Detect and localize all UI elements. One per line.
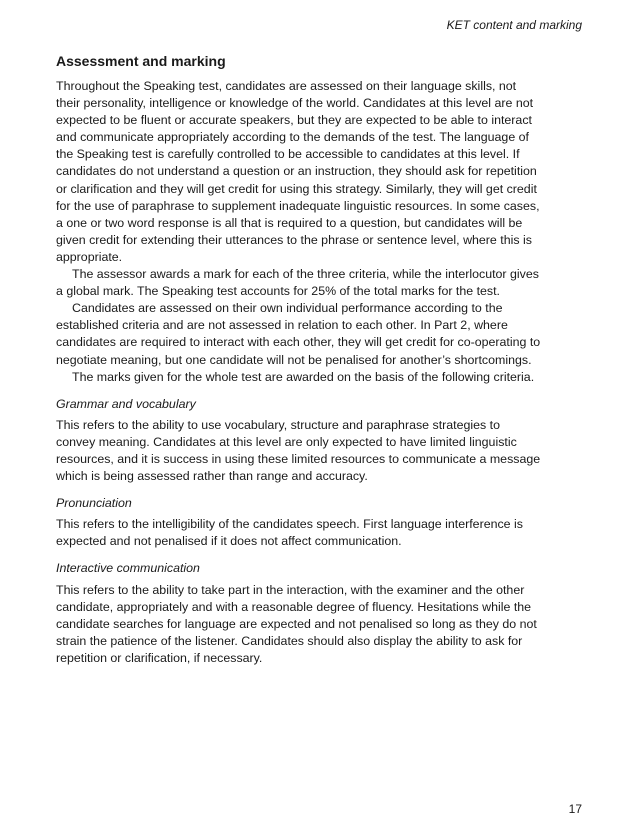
criteria-intro-paragraph: The marks given for the whole test are awarded on the basis of the following criteria. xyxy=(72,369,535,384)
criterion-text: This refers to the ability to use vocabulary, structure and paraphrase strategies to convey meaning. Candidates at this level are only expected to have limited linguistic resources, and it is success in using these limited resources to communicate a message which is being assessed rather than range and accuracy. xyxy=(56,417,541,484)
individual-performance-paragraph: Candidates are assessed on their own individual performance according to the established criteria and are not assessed in relation to each other. In Part 2, where candidates are required to interact with each other, they will get credit for co-operating to negotiate meaning, but one candidate will not be penalised for another’s shortcomings. xyxy=(56,301,541,367)
page-content xyxy=(56,52,541,667)
assessor-paragraph: The assessor awards a mark for each of the three criteria, while the interlocutor gives a global mark. The Speaking test accounts for 25% of the total marks for the test. xyxy=(56,267,539,299)
running-header: KET content and marking xyxy=(446,18,582,32)
criterion-heading: Grammar and vocabulary xyxy=(56,396,196,411)
criterion-heading: Pronunciation xyxy=(56,496,132,511)
page-number: 17 xyxy=(568,802,582,816)
criterion-heading: Interactive communication xyxy=(56,561,200,576)
criterion-text: This refers to the ability to take part in the interaction, with the examiner and the other candidate, appropriately and with a reasonable degree of fluency. Hesitations while the candidate searches for language are expected and not penalised so long as they do not strain the patience of the listener. Candidates should also display the ability to ask for repetition or clarification, if necessary. xyxy=(56,582,537,665)
intro-paragraph: Throughout the Speaking test, candidates are assessed on their language skills, not their personality, intelligence or knowledge of the world. Candidates at this level are not expected to be fluent or accurate speakers, but they are expected to be able to interact and communicate appropriately according to the demands of the test. The language of the Speaking test is carefully controlled to be accessible to candidates at this level. If candidates do not understand a question or an instruction, they should ask for repetition or clarification and they will get credit for using this strategy. Similarly, they will get credit for the use of paraphrase to supplement inadequate linguistic resources. In some cases, a one or two word response is all that is required to a question, but candidates will be given credit for extending their utterances to the phrase or sentence level, where this is appropriate. xyxy=(56,79,540,264)
criterion-interactive xyxy=(56,560,541,667)
section-title: Assessment and marking xyxy=(56,53,226,69)
criterion-grammar xyxy=(56,396,541,485)
criterion-text: This refers to the intelligibility of the candidates speech. First language interference is expected and not penalised if it does not affect communication. xyxy=(56,517,523,549)
criterion-pronunciation xyxy=(56,495,541,550)
